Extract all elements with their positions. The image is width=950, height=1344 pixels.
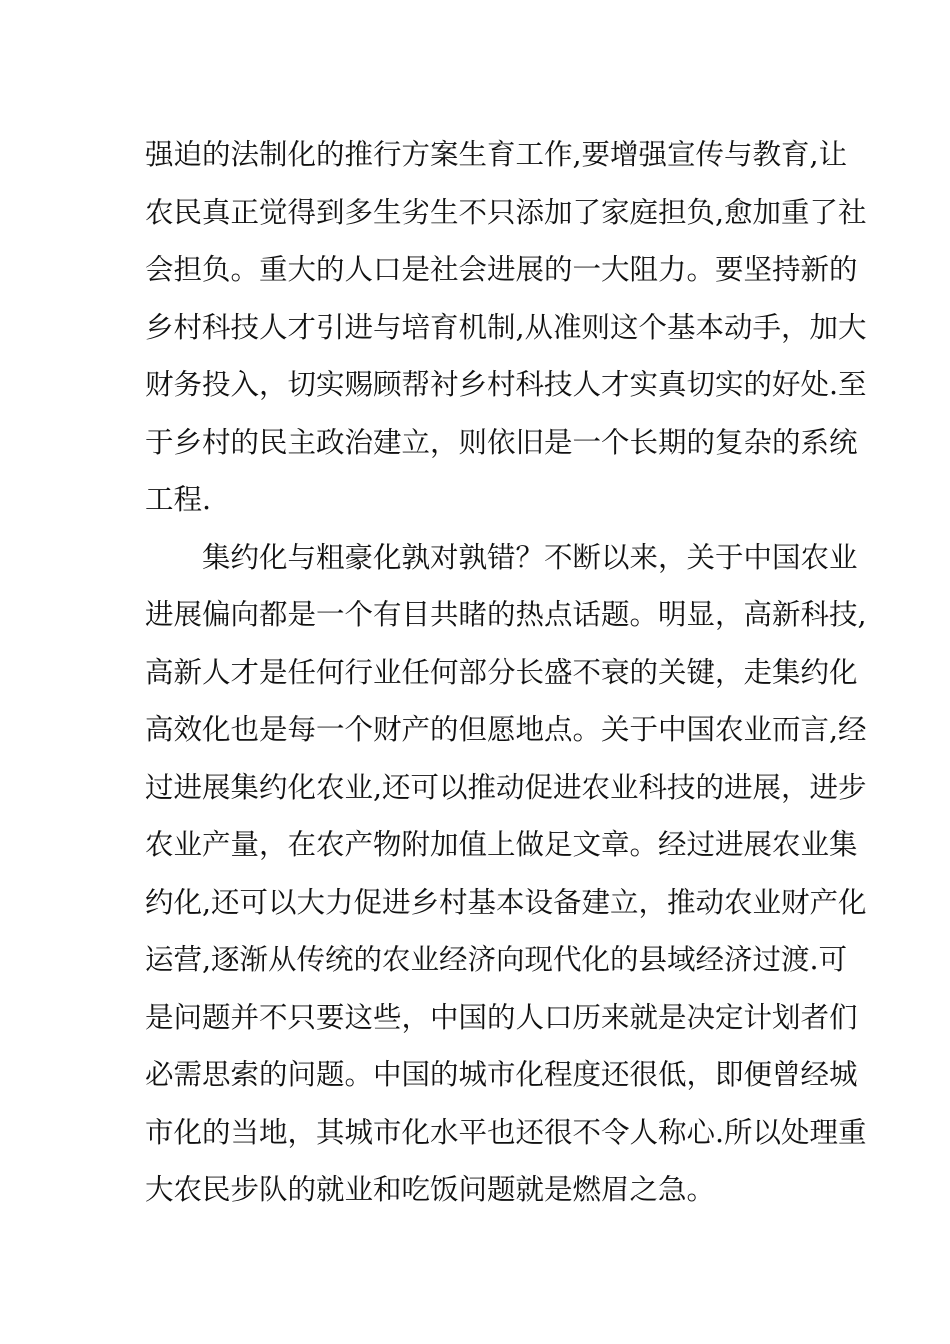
paragraph-line: 进展偏向都是一个有目共睹的热点话题。明显，高新科技, bbox=[145, 598, 867, 631]
paragraph-line: 必需思索的问题。中国的城市化程度还很低，即便曾经城 bbox=[145, 1058, 858, 1091]
paragraph-line: 是问题并不只要这些，中国的人口历来就是决定计划者们 bbox=[145, 1000, 858, 1034]
paragraph-line: 高新人才是任何行业任何部分长盛不衰的关键，走集约化 bbox=[145, 655, 858, 689]
paragraph-line: 过进展集约化农业,还可以推动促进农业科技的进展，进步 bbox=[145, 770, 867, 804]
paragraph-line: 工程. bbox=[145, 483, 212, 516]
paragraph-line-indented: 集约化与粗豪化孰对孰错？不断以来，关于中国农业 bbox=[202, 540, 858, 574]
paragraph-line: 于乡村的民主政治建立，则依旧是一个长期的复杂的系统 bbox=[145, 425, 858, 459]
paragraph-line: 农民真正觉得到多生劣生不只添加了家庭担负,愈加重了社 bbox=[145, 195, 867, 229]
paragraph-line: 乡村科技人才引进与培育机制,从准则这个基本动手，加大 bbox=[145, 310, 867, 344]
paragraph-line: 市化的当地，其城市化水平也还很不令人称心.所以处理重 bbox=[145, 1115, 867, 1149]
paragraph-line: 财务投入，切实赐顾帮衬乡村科技人才实真切实的好处.至 bbox=[145, 368, 867, 401]
document-body bbox=[145, 126, 867, 1219]
paragraph-line: 运营,逐渐从传统的农业经济向现代化的县域经济过渡.可 bbox=[145, 943, 848, 976]
paragraph-line: 大农民步队的就业和吃饭问题就是燃眉之急。 bbox=[145, 1173, 716, 1206]
paragraph-line: 农业产量，在农产物附加值上做足文章。经过进展农业集 bbox=[145, 828, 858, 861]
paragraph-line: 会担负。重大的人口是社会进展的一大阻力。要坚持新的 bbox=[145, 253, 858, 286]
paragraph-1 bbox=[145, 126, 867, 529]
paragraph-2 bbox=[145, 529, 867, 1219]
paragraph-line: 高效化也是每一个财产的但愿地点。关于中国农业而言,经 bbox=[145, 713, 867, 746]
paragraph-line: 约化,还可以大力促进乡村基本设备建立，推动农业财产化 bbox=[145, 885, 867, 919]
paragraph-line: 强迫的法制化的推行方案生育工作,要增强宣传与教育,让 bbox=[145, 138, 848, 171]
